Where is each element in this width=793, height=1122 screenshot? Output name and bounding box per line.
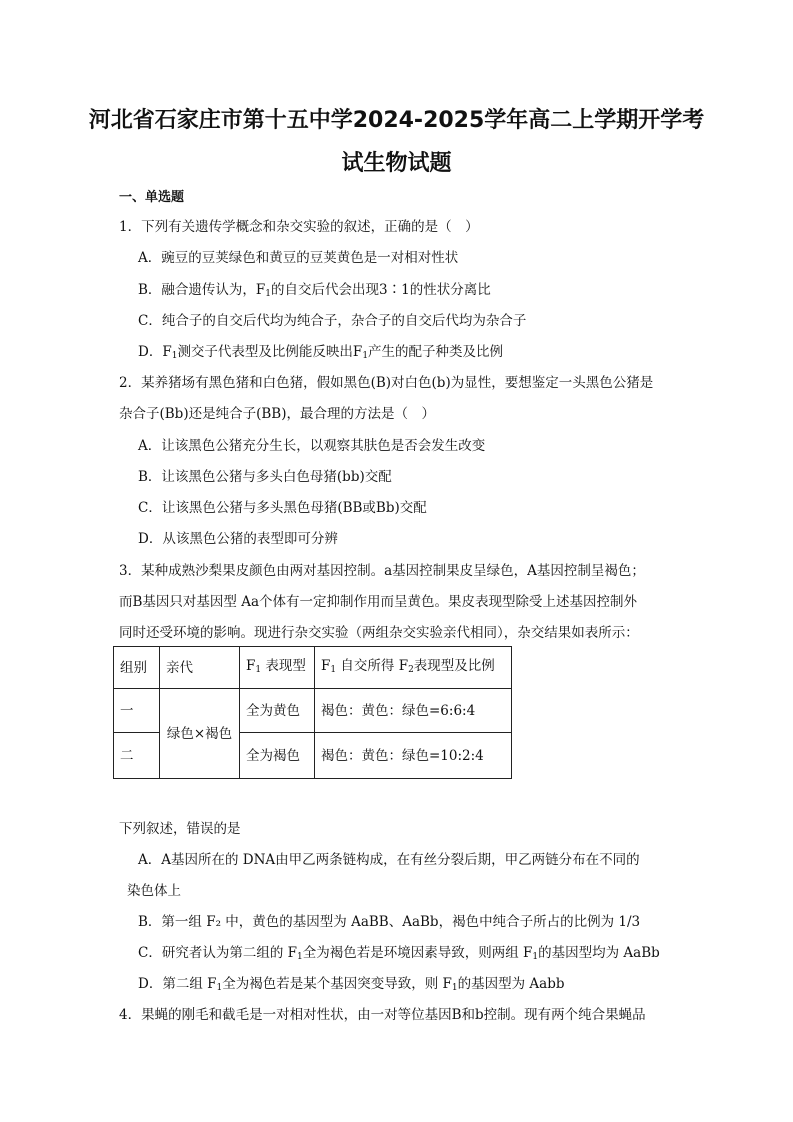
table-parent-cell: 绿色×褐色 xyxy=(160,689,240,779)
q2-stem-line-1: 2．某养猪场有黑色猪和白色猪，假如黑色(B)对白色(b)为显性，要想鉴定一头黑色公猪是 xyxy=(119,375,654,391)
q3-option-d: D．第二组 $F_1$全为褐色若是某个基因突变导致，则 $F_1$的基因型为 Aabb xyxy=(138,976,565,993)
q2-option-c: C．让该黑色公猪与多头黑色母猪(BB或Bb)交配 xyxy=(138,500,427,516)
title-line-2: 试生物试题 xyxy=(341,151,452,176)
table-header-f2: $F_1$ 自交所得 $F_2$表现型及比例 xyxy=(315,647,512,689)
q4-stem: 4．果蝇的刚毛和截毛是一对相对性状，由一对等位基因B和b控制。现有两个纯合果蝇品 xyxy=(119,1007,646,1023)
table-row-1-f1: 全为黄色 xyxy=(240,689,315,733)
title-line-1: 河北省石家庄市第十五中学2024-2025学年高二上学期开学考 xyxy=(88,108,705,133)
q1-option-a: A．豌豆的豆荚绿色和黄豆的豆荚黄色是一对相对性状 xyxy=(138,250,459,266)
q1-option-b: B．融合遗传认为，$F_1$的自交后代会出现3∶1的性状分离比 xyxy=(138,282,491,299)
q2-option-b: B．让该黑色公猪与多头白色母猪(bb)交配 xyxy=(138,469,392,485)
q2-stem-line-2: 杂合子(Bb)还是纯合子(BB)，最合理的方法是（ ） xyxy=(119,406,435,422)
table-header-parent: 亲代 xyxy=(160,647,240,689)
table-row-2-f2: 褐色：黄色：绿色=10:2:4 xyxy=(315,733,512,779)
q3-stem-line-1: 3．某种成熟沙梨果皮颜色由两对基因控制。a基因控制果皮呈绿色，A基因控制呈褐色； xyxy=(119,563,645,579)
q1-stem: 1．下列有关遗传学概念和杂交实验的叙述，正确的是（ ） xyxy=(119,219,479,235)
q3-option-b: B．第一组 F₂ 中，黄色的基因型为 AaBB、AaBb，褐色中纯合子所占的比例为 1/3 xyxy=(138,914,641,930)
q3-table xyxy=(113,646,512,779)
table-row-2-group: 二 xyxy=(114,733,160,779)
q3-option-a-line-2: 染色体上 xyxy=(127,883,181,899)
q3-option-c: C．研究者认为第二组的 $F_1$全为褐色若是环境因素导致，则两组 $F_1$的基因型均为 AaBb xyxy=(138,945,660,962)
q3-after-table: 下列叙述，错误的是 xyxy=(119,821,241,837)
q3-option-a-line-1: A．A基因所在的 DNA由甲乙两条链构成，在有丝分裂后期，甲乙两链分布在不同的 xyxy=(138,852,640,868)
table-header-group: 组别 xyxy=(114,647,160,689)
q1-option-d: D．$F_1$测交子代表型及比例能反映出$F_1$产生的配子种类及比例 xyxy=(138,344,504,361)
q2-option-d: D．从该黑色公猪的表型即可分辨 xyxy=(138,531,338,547)
table-row-1-group: 一 xyxy=(114,689,160,733)
section-heading: 一、单选题 xyxy=(119,190,185,205)
table-row-1-f2: 褐色：黄色：绿色=6:6:4 xyxy=(315,689,512,733)
q3-stem-line-3: 同时还受环境的影响。现进行杂交实验（两组杂交实验亲代相同），杂交结果如表所示： xyxy=(119,625,639,641)
table-header-f1: $F_1$ 表现型 xyxy=(240,647,315,689)
q1-option-c: C．纯合子的自交后代均为纯合子，杂合子的自交后代均为杂合子 xyxy=(138,313,527,329)
q3-stem-line-2: 而B基因只对基因型 Aa个体有一定抑制作用而呈黄色。果皮表现型除受上述基因控制外 xyxy=(119,594,638,610)
table-row-2-f1: 全为褐色 xyxy=(240,733,315,779)
q2-option-a: A．让该黑色公猪充分生长，以观察其肤色是否会发生改变 xyxy=(138,438,486,454)
